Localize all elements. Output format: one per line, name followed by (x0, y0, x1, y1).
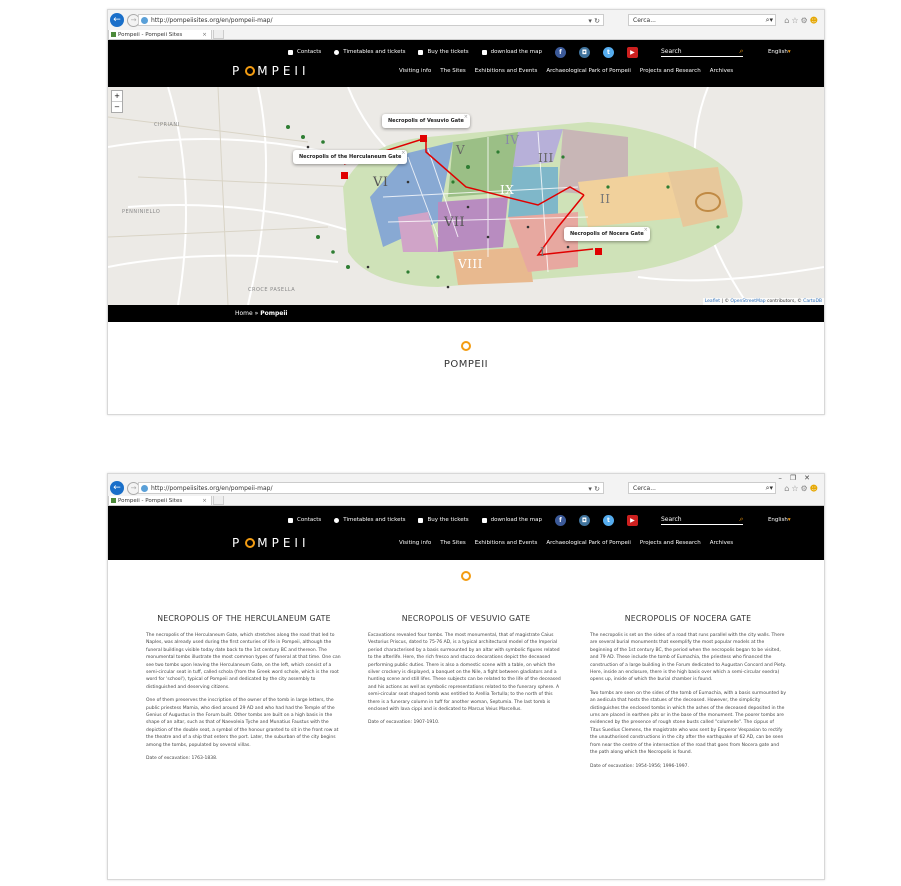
region-label-ix: IX (500, 183, 515, 197)
site-search-placeholder: Search (660, 515, 682, 523)
ticket-icon (418, 50, 423, 55)
region-label-v: V (456, 143, 466, 157)
timetables-link[interactable] (334, 49, 405, 55)
breadcrumb-current: Pompeii (260, 310, 288, 317)
youtube-icon[interactable]: ▶ (627, 47, 638, 58)
section-paragraph: The necropolis of the Herculaneum Gate, which stretches along the road that led to Naples, was already used during the first centuries of life in Pompeii, although the funeral buildings visible today date back to the 1st century BC and thereon. The monumental tombs illustrate the most common types of funeral at that time. One can see two tombs upon leaving the Herculaneum Gate, on the left, which consist of a semi-circular seat in tuff, called schola (from the Greek word schole, which is the root word for 'school'), typical of Pompeii and dedicated by the city assembly to distinguished and deserving citizens. (146, 633, 341, 690)
marker-vesuvio-gate[interactable] (420, 135, 427, 142)
contacts-label: Contacts (297, 517, 322, 523)
instagram-icon[interactable]: ◘ (579, 515, 590, 526)
nav-projects[interactable]: Projects and Research (639, 68, 701, 74)
address-bar[interactable] (138, 482, 604, 494)
page-title: POMPEII (443, 359, 489, 370)
marker-herculaneum-gate[interactable] (341, 172, 348, 179)
language-selector[interactable] (768, 49, 791, 55)
region-label-viii: VIII (458, 257, 483, 271)
section-title: NECROPOLIS OF VESUVIO GATE (401, 614, 531, 623)
region-label-vi: VI (373, 175, 389, 190)
attrib-mid: contributors, © (765, 299, 804, 304)
region-label-iv: IV (505, 133, 520, 147)
refresh-icon[interactable]: ▾ ↻ (588, 17, 600, 25)
timetables-link[interactable] (334, 517, 405, 523)
search-icon[interactable]: ⌕▾ (765, 16, 773, 24)
sun-emblem-icon (459, 339, 473, 353)
language-label: English (767, 49, 788, 55)
tab-title: Pompeii - Pompeii Sites (118, 497, 183, 504)
popup-herculaneum-gate[interactable] (293, 150, 407, 164)
nav-archaeological-park[interactable]: Archaeological Park of Pompeii (546, 68, 631, 74)
popup-vesuvio-gate[interactable] (382, 114, 470, 128)
close-icon[interactable]: × (643, 227, 648, 233)
facebook-icon[interactable]: f (555, 47, 566, 58)
site-logo[interactable]: P MPEII (232, 64, 310, 78)
popup-herculaneum-label: Necropolis of the Herculaneum Gate (299, 154, 402, 160)
nav-archaeological-park[interactable]: Archaeological Park of Pompeii (546, 540, 631, 546)
map-icon (482, 50, 487, 55)
place-label-croce-pasella: CROCE PASELLA (248, 287, 296, 293)
nav-the-sites[interactable]: The Sites (440, 68, 466, 74)
excavation-date: Date of excavation: 1954-1956; 1996-1997. (590, 763, 689, 769)
utility-bar (108, 513, 824, 527)
download-map-link[interactable] (482, 49, 542, 55)
search-icon[interactable]: ⌕ (739, 514, 743, 523)
browser-icons (784, 484, 820, 493)
map-icon (482, 518, 487, 523)
smiley-icon[interactable]: ☻ (809, 484, 820, 493)
site-header (108, 40, 824, 87)
osm-link[interactable]: OpenStreetMap (730, 299, 766, 304)
facebook-icon[interactable]: f (555, 515, 566, 526)
section-emblem (108, 560, 824, 583)
excavation-date: Date of excavation: 1763-1838. (146, 756, 218, 762)
popup-vesuvio-label: Necropolis of Vesuvio Gate (388, 118, 464, 124)
chevron-down-icon: ▾ (787, 517, 791, 523)
sun-logo-icon (245, 538, 255, 548)
necropolis-columns (146, 614, 786, 776)
tab-strip (108, 30, 824, 40)
home-icon[interactable]: ⌂ (784, 16, 792, 25)
refresh-icon[interactable]: ▾ ↻ (588, 485, 600, 493)
page-title-block (108, 322, 824, 370)
map-attribution (703, 298, 824, 305)
nav-visiting-info[interactable]: Visiting info (399, 68, 432, 74)
site-search-input[interactable] (661, 48, 743, 57)
close-icon[interactable]: ✕ (804, 474, 818, 482)
browser-tab[interactable] (108, 495, 212, 505)
section-herculaneum (146, 614, 342, 776)
contacts-link[interactable] (288, 49, 321, 55)
nav-exhibitions[interactable]: Exhibitions and Events (474, 540, 538, 546)
envelope-icon (288, 518, 293, 523)
site-search-input[interactable] (661, 516, 743, 525)
popup-nocera-gate[interactable] (564, 227, 650, 241)
envelope-icon (288, 50, 293, 55)
region-label-ii: II (600, 192, 611, 206)
nav-projects[interactable]: Projects and Research (639, 540, 701, 546)
address-bar[interactable] (138, 14, 604, 26)
download-label: download the map (490, 49, 542, 55)
leaflet-link[interactable]: Leaflet (704, 299, 721, 304)
url-text: http://pompeiisites.org/en/pompeii-map/ (151, 485, 273, 492)
browser-search-box[interactable] (628, 482, 776, 494)
breadcrumb-home[interactable]: Home (235, 310, 253, 317)
browser-toolbar (108, 10, 824, 30)
nav-visiting-info[interactable]: Visiting info (399, 540, 432, 546)
region-label-i: I (540, 245, 546, 259)
site-search-placeholder: Search (660, 47, 682, 55)
nav-the-sites[interactable]: The Sites (440, 540, 466, 546)
timetables-label: Timetables and tickets (343, 49, 406, 55)
maximize-icon[interactable]: ❐ (789, 474, 805, 482)
download-map-link[interactable] (482, 517, 542, 523)
close-icon[interactable]: × (463, 114, 468, 120)
forward-button[interactable]: → (127, 14, 140, 27)
new-tab-button[interactable] (213, 29, 224, 39)
excavation-date: Date of excavation: 1907-1910. (368, 720, 440, 726)
favicon-icon (111, 32, 116, 37)
ticket-icon (418, 518, 423, 523)
browser-search-box[interactable] (628, 14, 776, 26)
main-nav (399, 68, 742, 74)
globe-icon (141, 485, 148, 492)
star-icon[interactable]: ☆ (791, 484, 801, 493)
browser-window-map (107, 9, 825, 415)
browser-search-placeholder: Cerca... (633, 17, 656, 24)
gear-icon[interactable]: ⚙ (800, 484, 810, 493)
globe-icon (141, 17, 148, 24)
main-nav (399, 540, 742, 546)
close-icon[interactable]: × (202, 497, 207, 504)
nav-archives[interactable]: Archives (709, 68, 734, 74)
instagram-icon[interactable]: ◘ (579, 47, 590, 58)
breadcrumb-separator: » (254, 310, 259, 317)
star-icon[interactable]: ☆ (791, 16, 801, 25)
browser-toolbar (108, 474, 824, 496)
favicon-icon (111, 498, 116, 503)
zoom-in-button[interactable]: + (112, 91, 122, 102)
region-label-vii: VII (444, 215, 466, 230)
smiley-icon[interactable]: ☻ (809, 16, 820, 25)
browser-icons (784, 16, 820, 25)
close-icon[interactable]: × (401, 150, 406, 156)
buy-tickets-link[interactable] (418, 49, 468, 55)
zoom-out-button[interactable]: − (114, 103, 120, 111)
site-logo[interactable]: P MPEII (232, 536, 310, 550)
forward-button[interactable]: → (127, 482, 140, 495)
contacts-link[interactable] (288, 517, 321, 523)
search-icon[interactable]: ⌕ (739, 46, 743, 55)
timetables-label: Timetables and tickets (343, 517, 406, 523)
attrib-sep: | © (720, 299, 731, 304)
section-paragraph: Two tombs are seen on the sides of the tomb of Eumachia, with a basis surmounted by an aedicula that hosts the statues of the deceased. However, the simplicity distinguishes the enclosed tombs in which the ashes of the deceased deposited in the urns are placed in earthen pits or in the base of the monument. The poorer tombs are evidenced by the presence of rough stone busts called "columelle". The cippus of Titus Suedius Clemens, the magistrate who was sent by Emperor Vespasian to rectify the unauthorised constructions in the city after the earthquake of 62 AD, can be seen from near the centre of the intersection of the road that goes from Nocera gate and the path along which the Necropolis is found. (590, 690, 786, 756)
place-label-penniniello: PENNINIELLO (122, 209, 161, 215)
utility-bar (108, 45, 824, 59)
place-label-cipriani: CIPRIANI (154, 122, 180, 128)
url-text: http://pompeiisites.org/en/pompeii-map/ (151, 17, 273, 24)
popup-nocera-label: Necropolis of Nocera Gate (570, 231, 644, 237)
marker-nocera-gate[interactable] (595, 248, 602, 255)
buy-tickets-link[interactable] (418, 517, 468, 523)
youtube-icon[interactable]: ▶ (627, 515, 638, 526)
buy-label: Buy the tickets (427, 517, 469, 523)
sun-logo-icon (245, 66, 255, 76)
browser-search-placeholder: Cerca... (633, 485, 656, 492)
site-header (108, 506, 824, 560)
chevron-down-icon: ▾ (787, 49, 791, 55)
window-controls (778, 474, 818, 482)
region-label-iii: III (538, 151, 554, 165)
section-vesuvio (368, 614, 564, 776)
gear-icon[interactable]: ⚙ (800, 16, 810, 25)
zoom-control (111, 90, 123, 113)
twitter-icon[interactable]: t (603, 47, 614, 58)
language-label: English (767, 517, 788, 523)
section-paragraph: One of them preserves the inscription of the owner of the tomb in large letters, the public priestess Mamia, who died around 29 AD and who had had the Temple of the Genius of Augustus in the Forum built. Other tombs are built on a high basis in the shape of an altar, such as that of Naevoleia Tyche and Munatius Faustus with the depiction of the double seat, a symbol of the honour granted to sit in the front row at the theatre and of a ship that enters the port. Later, the suburban of the city begins among the tombs, populated by several villas. (146, 698, 339, 748)
tab-strip (108, 496, 824, 506)
new-tab-button[interactable] (213, 495, 224, 505)
language-selector[interactable] (768, 517, 791, 523)
nav-exhibitions[interactable]: Exhibitions and Events (474, 68, 538, 74)
buy-label: Buy the tickets (427, 49, 469, 55)
clock-icon (334, 50, 339, 55)
close-icon[interactable]: × (202, 31, 207, 38)
section-paragraph: The necropolis is set on the sides of a road that runs parallel with the city walls. There are several burial monuments that exemplify the most popular models at the beginning of the 1st century BC, the period when the necropolis began to be visited, and 79 AD. These include the tomb of Eumachia, the priestess who financed the construction of a large building in the Forum dedicated to Augustan Concord and Piety. Here, inside an enclosure, there is the high basis over which a semi-circular exedra) opens up, inside of which the burial chamber is found. (590, 633, 787, 683)
section-nocera (590, 614, 786, 776)
clock-icon (334, 518, 339, 523)
back-button[interactable]: ← (110, 13, 124, 27)
breadcrumb (108, 305, 824, 322)
home-icon[interactable]: ⌂ (784, 484, 792, 493)
pompeii-map[interactable] (108, 87, 824, 305)
nav-archives[interactable]: Archives (709, 540, 734, 546)
section-paragraph: Excavations revealed four tombs. The most monumental, that of magistrate Caius Vestorius Priscus, dated to 75-76 AD, is a typical architectural model of the Imperial period characterised by a basis surmounted by an altar with symbolic figures related to the afterlife. Here, the rich fresco and stucco decorations depict the deceased performing public duties. There is also a domestic scene with a table, on which the silver crockery is displayed, a banquet on the Nile, a fight between gladiators and a hunting scene and still lifes. These subjects can be related to the life of the deceased and his actions as well as symbolic representations related to the funerary sphere. A semi-circular seat shaped tomb was entitled to Arellia Tertulla; to the north of this there is a funerary column in tuff for another woman, Septumia. The last tomb is enclosed with lava cippi and is dedicated to Marcus Veius Marcellus. (368, 633, 561, 713)
twitter-icon[interactable]: t (603, 515, 614, 526)
download-label: download the map (490, 517, 542, 523)
browser-tab[interactable] (108, 29, 212, 39)
minimize-icon[interactable]: – (778, 474, 790, 482)
sun-emblem-icon (459, 569, 473, 583)
search-icon[interactable]: ⌕▾ (765, 484, 773, 492)
tab-title: Pompeii - Pompeii Sites (118, 31, 183, 38)
carto-link[interactable]: CartoDB (803, 299, 822, 304)
back-button[interactable]: ← (110, 481, 124, 495)
section-title: NECROPOLIS OF THE HERCULANEUM GATE (157, 614, 331, 623)
browser-window-content (107, 473, 825, 880)
contacts-label: Contacts (297, 49, 322, 55)
section-title: NECROPOLIS OF NOCERA GATE (624, 614, 752, 623)
